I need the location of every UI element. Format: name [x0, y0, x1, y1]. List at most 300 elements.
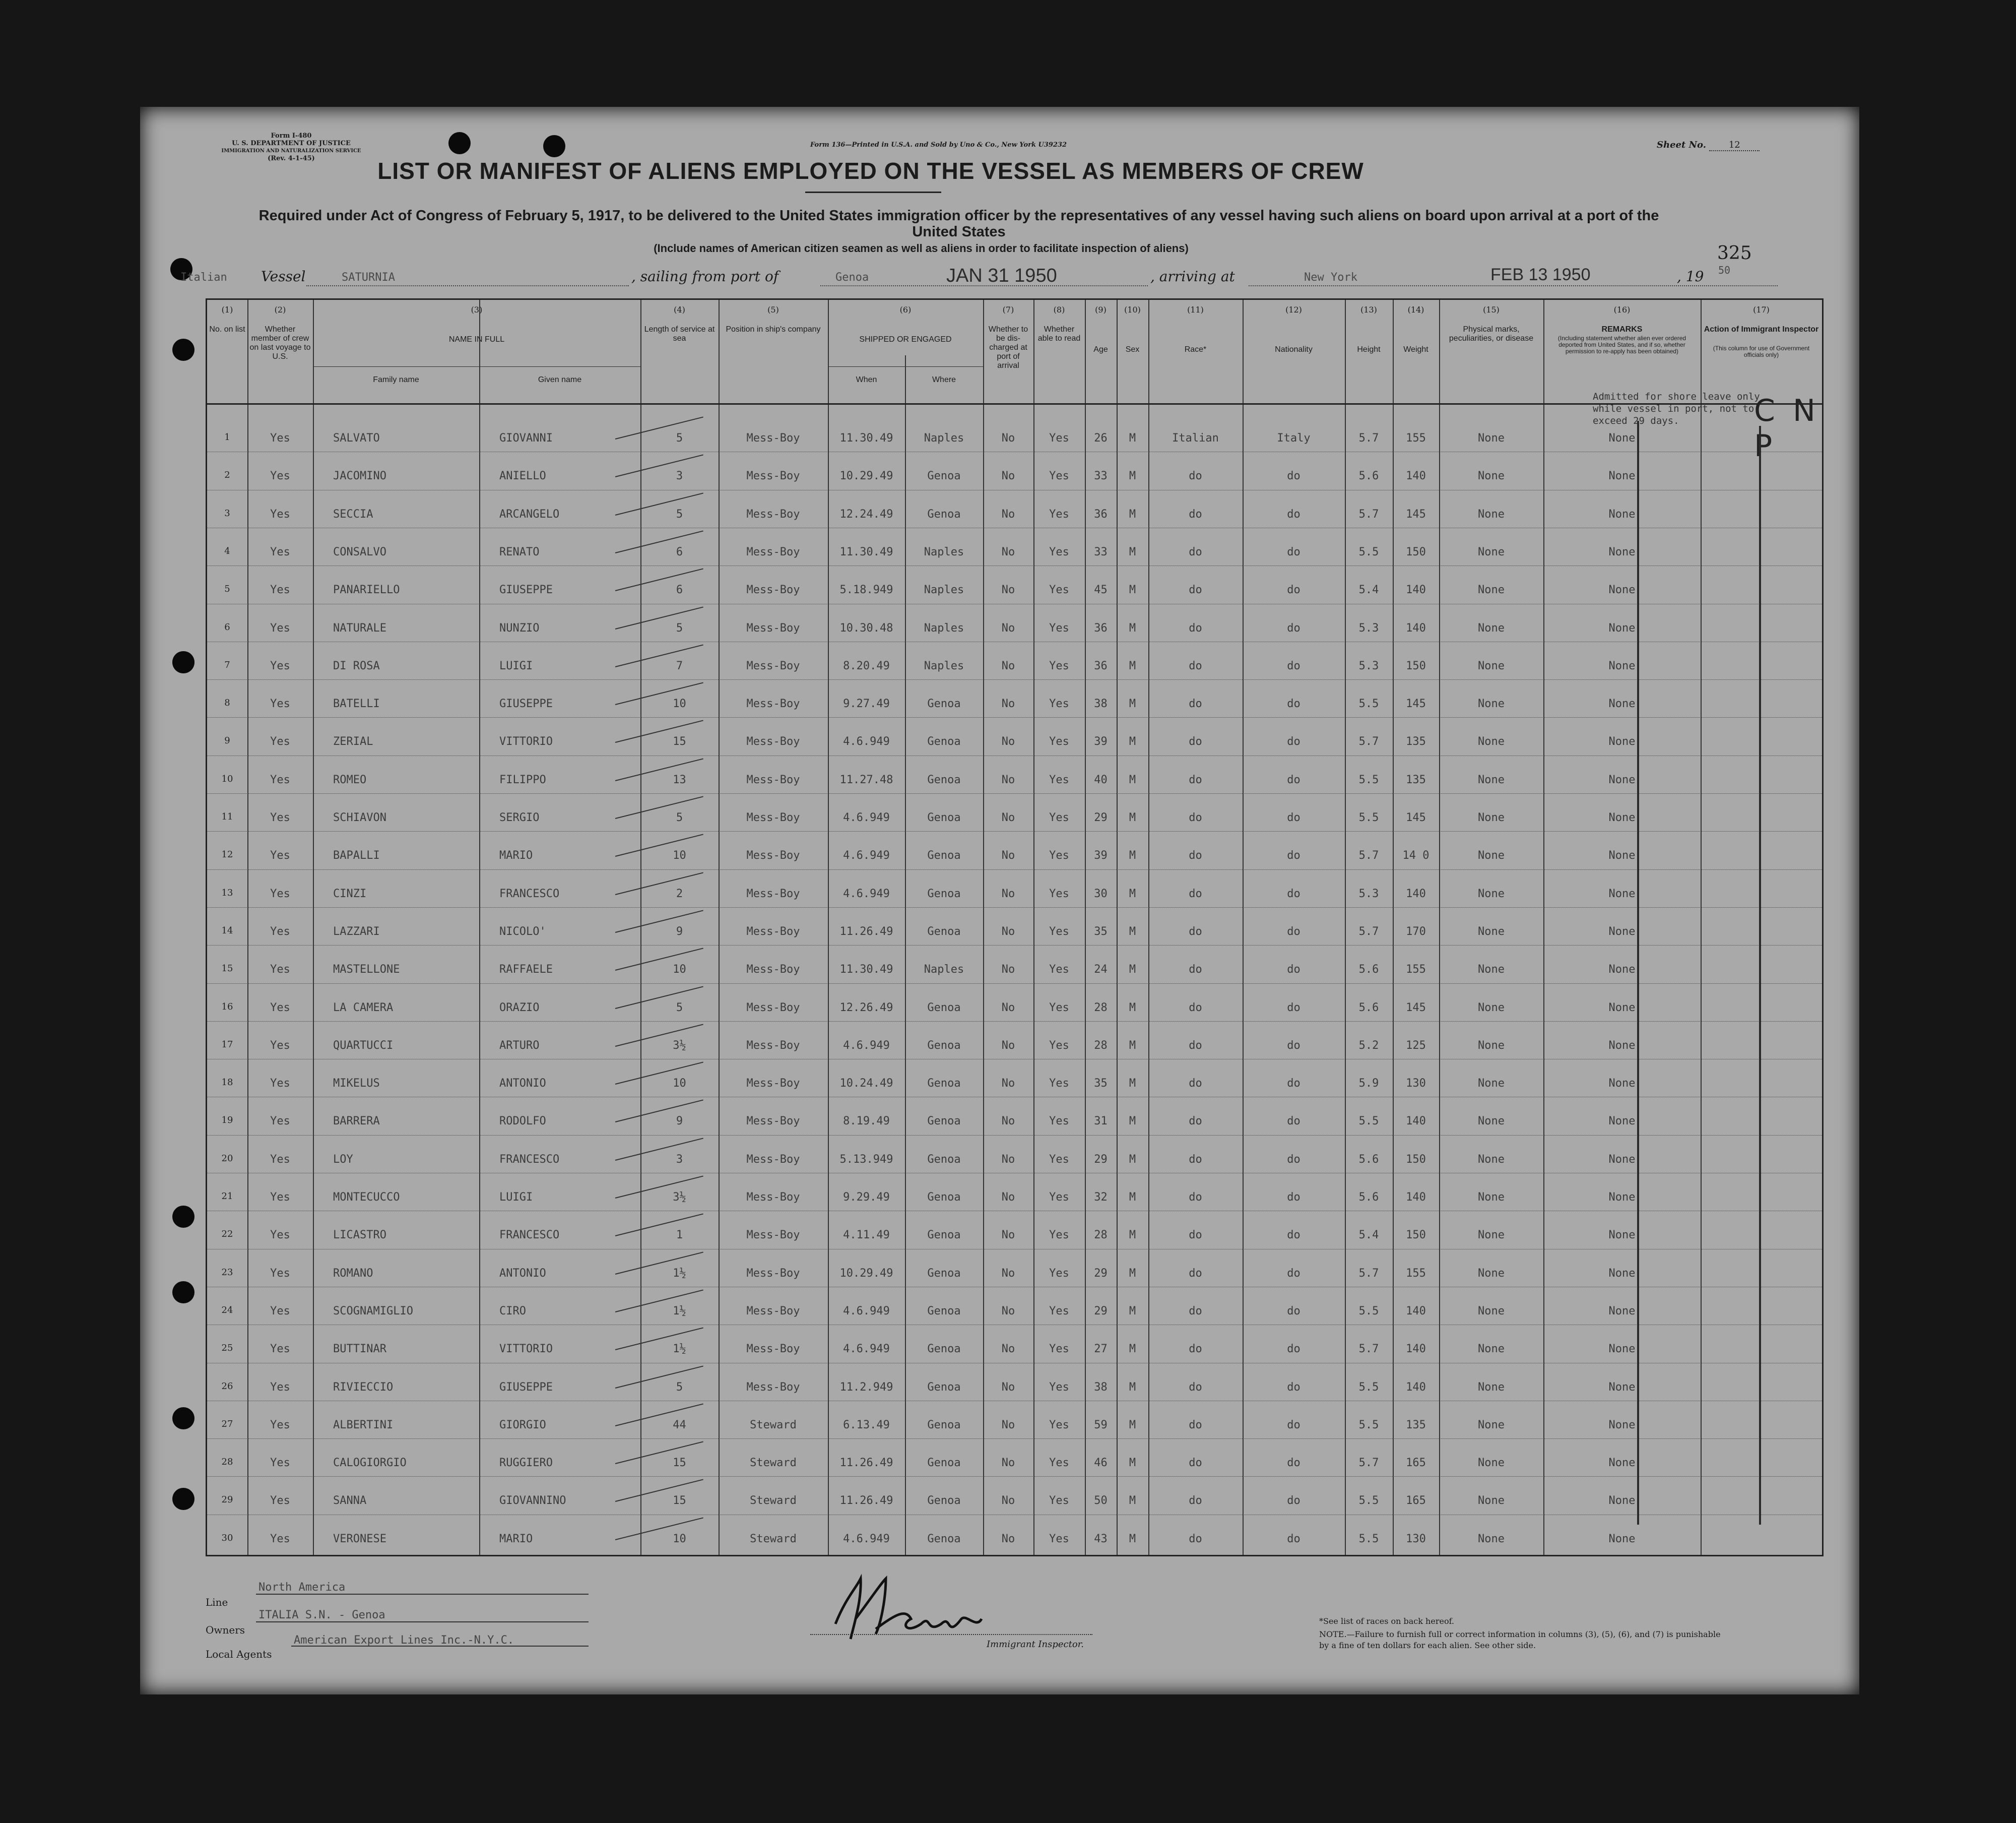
cell-read: Yes	[1049, 1494, 1069, 1507]
cell-race: do	[1189, 1153, 1202, 1166]
cell-height: 5.3	[1358, 887, 1379, 900]
cell-service: 15	[673, 735, 686, 748]
cell-height: 5.7	[1358, 849, 1379, 862]
cell-position: Mess-Boy	[746, 621, 800, 635]
col-race-number: (11)	[1187, 305, 1204, 315]
cell-no: 21	[221, 1191, 233, 1202]
cell-remarks: None	[1608, 849, 1636, 862]
cell-disch: No	[1001, 1343, 1015, 1356]
cell-age: 35	[1094, 1077, 1108, 1090]
cell-height: 5.6	[1358, 1001, 1379, 1014]
cell-weight: 130	[1406, 1077, 1426, 1090]
cell-given: ARTURO	[499, 1039, 540, 1052]
crew-table	[206, 298, 1824, 1556]
cell-marks: None	[1478, 887, 1505, 900]
cell-weight: 140	[1406, 584, 1426, 597]
cell-read: Yes	[1049, 659, 1069, 672]
cell-remarks: None	[1608, 1191, 1636, 1204]
cell-position: Mess-Boy	[746, 508, 800, 521]
cell-service: 10	[673, 698, 686, 711]
punch-hole	[172, 339, 194, 361]
col-weight-number: (14)	[1407, 305, 1424, 315]
col-height-label: Height	[1357, 345, 1381, 354]
cell-family: BATELLI	[333, 698, 380, 711]
cell-no: 4	[224, 545, 230, 556]
cell-read: Yes	[1049, 1039, 1069, 1052]
cell-given: LUIGI	[499, 659, 533, 672]
punch-hole	[172, 1281, 194, 1303]
cell-given: NUNZIO	[499, 621, 540, 635]
cell-nat: do	[1287, 698, 1300, 711]
cell-position: Mess-Boy	[746, 698, 800, 711]
col-position-label: Position in ship's company	[726, 325, 821, 334]
owners-label: Owners	[206, 1624, 245, 1636]
cell-given: RODOLFO	[499, 1115, 546, 1128]
cell-last: Yes	[270, 659, 290, 672]
cell-given: FILIPPO	[499, 773, 546, 786]
cell-where: Genoa	[927, 698, 961, 711]
owners-rule	[256, 1621, 589, 1622]
col-marks-number: (15)	[1483, 305, 1500, 315]
col-service-label: Length of service at sea	[644, 325, 715, 343]
given-name-label: Given name	[538, 375, 582, 384]
cell-weight: 140	[1406, 887, 1426, 900]
cell-nat: do	[1287, 1115, 1300, 1128]
cell-height: 5.3	[1358, 621, 1379, 635]
cell-last: Yes	[270, 849, 290, 862]
cell-when: 10.29.49	[839, 1267, 893, 1280]
cell-height: 5.7	[1358, 1267, 1379, 1280]
table-row	[207, 1289, 1822, 1327]
cell-height: 5.3	[1358, 659, 1379, 672]
cell-given: FRANCESCO	[499, 1153, 560, 1166]
cell-position: Mess-Boy	[746, 1267, 800, 1280]
cell-position: Mess-Boy	[746, 470, 800, 483]
cell-when: 11.30.49	[839, 963, 893, 976]
cell-read: Yes	[1049, 1457, 1069, 1470]
col-name-label: NAME IN FULL	[448, 335, 505, 344]
cell-given: FRANCESCO	[499, 1229, 560, 1242]
cell-family: QUARTUCCI	[333, 1039, 394, 1052]
cell-marks: None	[1478, 1153, 1505, 1166]
cell-where: Naples	[924, 963, 964, 976]
cell-position: Mess-Boy	[746, 1304, 800, 1317]
cell-when: 11.30.49	[839, 432, 893, 445]
col-sex-label: Sex	[1125, 345, 1140, 354]
cell-read: Yes	[1049, 1304, 1069, 1317]
cell-marks: None	[1478, 698, 1505, 711]
cell-given: ARCANGELO	[499, 508, 560, 521]
cell-weight: 140	[1406, 1343, 1426, 1356]
cell-no: 24	[221, 1304, 233, 1315]
cell-given: GIUSEPPE	[499, 584, 553, 597]
cell-last: Yes	[270, 508, 290, 521]
cell-weight: 150	[1406, 659, 1426, 672]
cell-position: Mess-Boy	[746, 1191, 800, 1204]
cell-nat: do	[1287, 1077, 1300, 1090]
cell-read: Yes	[1049, 1229, 1069, 1242]
cell-no: 10	[221, 773, 233, 784]
col-sex-number: (10)	[1124, 305, 1141, 315]
cell-last: Yes	[270, 545, 290, 558]
cell-remarks: None	[1608, 1532, 1636, 1545]
cell-position: Steward	[750, 1418, 797, 1431]
cell-remarks: None	[1608, 887, 1636, 900]
cell-position: Mess-Boy	[746, 849, 800, 862]
cell-no: 2	[224, 470, 230, 481]
col-discharged-number: (7)	[1002, 305, 1014, 315]
cell-sex: M	[1129, 1343, 1136, 1356]
header-rule	[207, 403, 1822, 405]
cell-nat: do	[1287, 584, 1300, 597]
cell-no: 19	[221, 1115, 233, 1126]
cell-last: Yes	[270, 887, 290, 900]
table-row	[207, 1061, 1822, 1099]
cell-when: 10.30.48	[839, 621, 893, 635]
cell-height: 5.5	[1358, 1418, 1379, 1431]
cell-weight: 155	[1406, 432, 1426, 445]
cell-marks: None	[1478, 545, 1505, 558]
cell-when: 11.27.48	[839, 773, 893, 786]
cell-service: 10	[673, 849, 686, 862]
remarks-pen-line	[1637, 421, 1639, 1525]
cell-weight: 140	[1406, 1191, 1426, 1204]
cell-read: Yes	[1049, 735, 1069, 748]
cell-race: do	[1189, 1001, 1202, 1014]
cell-position: Mess-Boy	[746, 925, 800, 938]
cell-read: Yes	[1049, 1267, 1069, 1280]
cell-nat: do	[1287, 1343, 1300, 1356]
cell-weight: 14 0	[1402, 849, 1429, 862]
subtitle: Required under Act of Congress of February 5, 1917, to be delivered to the United States immigration officer by the representatives of any vessel having such aliens on board upon arrival at a port of the United States	[258, 208, 1659, 240]
cell-service: 44	[673, 1418, 686, 1431]
cell-read: Yes	[1049, 584, 1069, 597]
table-row	[207, 758, 1822, 795]
cell-sex: M	[1129, 470, 1136, 483]
cell-position: Mess-Boy	[746, 545, 800, 558]
cell-when: 6.13.49	[843, 1418, 890, 1431]
cell-service: 5	[676, 811, 683, 824]
cell-where: Genoa	[927, 1153, 961, 1166]
cell-height: 5.5	[1358, 1532, 1379, 1545]
vessel-nationality: Italian	[180, 271, 227, 284]
cell-where: Genoa	[927, 1039, 961, 1052]
cell-race: do	[1189, 735, 1202, 748]
col-marks-label: Physical marks, peculiarities, or disease	[1449, 325, 1534, 343]
table-row	[207, 1137, 1822, 1175]
punch-hole	[543, 135, 565, 157]
cell-sex: M	[1129, 659, 1136, 672]
remark-note-line: while vessel in port, not to	[1593, 403, 1754, 414]
cell-family: SCOGNAMIGLIO	[333, 1304, 413, 1317]
cell-given: SERGIO	[499, 811, 540, 824]
cell-read: Yes	[1049, 963, 1069, 976]
table-row	[207, 1175, 1822, 1213]
page-title: LIST OR MANIFEST OF ALIENS EMPLOYED ON THE VESSEL AS MEMBERS OF CREW	[377, 158, 1364, 184]
cell-race: do	[1189, 698, 1202, 711]
cell-height: 5.5	[1358, 773, 1379, 786]
col-remarks-sublabel: (Including statement whether alien ever ordered deported from United States, and if so, whether permission to re-apply has been obtained)	[1557, 335, 1686, 355]
cell-disch: No	[1001, 1229, 1015, 1242]
cell-age: 29	[1094, 1304, 1108, 1317]
cell-given: RAFFAELE	[499, 963, 553, 976]
cell-race: do	[1189, 1229, 1202, 1242]
cell-remarks: None	[1608, 508, 1636, 521]
cell-nat: do	[1287, 887, 1300, 900]
cell-height: 5.6	[1358, 470, 1379, 483]
cell-marks: None	[1478, 1267, 1505, 1280]
cell-disch: No	[1001, 1267, 1015, 1280]
cell-last: Yes	[270, 1380, 290, 1394]
cell-weight: 155	[1406, 1267, 1426, 1280]
cell-where: Naples	[924, 621, 964, 635]
cell-age: 59	[1094, 1418, 1108, 1431]
cell-nat: do	[1287, 925, 1300, 938]
family-name-label: Family name	[373, 375, 419, 384]
cell-disch: No	[1001, 1418, 1015, 1431]
cell-age: 36	[1094, 621, 1108, 635]
cell-remarks: None	[1608, 698, 1636, 711]
cell-family: PANARIELLO	[333, 584, 400, 597]
cell-race: do	[1189, 621, 1202, 635]
col-shipped-label: SHIPPED OR ENGAGED	[859, 335, 952, 344]
cell-family: ZERIAL	[333, 735, 373, 748]
cell-where: Genoa	[927, 1304, 961, 1317]
cell-marks: None	[1478, 1229, 1505, 1242]
cell-family: CONSALVO	[333, 545, 386, 558]
sheet-number: 12	[1709, 140, 1760, 151]
cell-no: 17	[221, 1039, 233, 1050]
col-height-number: (13)	[1360, 305, 1377, 315]
arriving-label: , arriving at	[1150, 268, 1235, 285]
cell-family: NATURALE	[333, 621, 386, 635]
cell-remarks: None	[1608, 811, 1636, 824]
cell-last: Yes	[270, 963, 290, 976]
cell-marks: None	[1478, 1001, 1505, 1014]
cell-age: 38	[1094, 1380, 1108, 1394]
cell-sex: M	[1129, 849, 1136, 862]
cell-age: 27	[1094, 1343, 1108, 1356]
cell-where: Naples	[924, 545, 964, 558]
cell-where: Genoa	[927, 1418, 961, 1431]
cell-last: Yes	[270, 811, 290, 824]
cell-age: 50	[1094, 1494, 1108, 1507]
table-row	[207, 1213, 1822, 1250]
cell-position: Mess-Boy	[746, 1343, 800, 1356]
cell-position: Mess-Boy	[746, 811, 800, 824]
cell-remarks: None	[1608, 545, 1636, 558]
page-number: 325	[1717, 243, 1752, 264]
cell-remarks: None	[1608, 735, 1636, 748]
cell-family: DI ROSA	[333, 659, 380, 672]
cell-marks: None	[1478, 470, 1505, 483]
cell-given: ANTONIO	[499, 1267, 546, 1280]
cell-where: Genoa	[927, 1457, 961, 1470]
cell-race: do	[1189, 1532, 1202, 1545]
cell-read: Yes	[1049, 470, 1069, 483]
cell-disch: No	[1001, 1494, 1015, 1507]
cell-nat: do	[1287, 621, 1300, 635]
cell-height: 5.5	[1358, 1304, 1379, 1317]
cell-nat: do	[1287, 735, 1300, 748]
cell-family: LA CAMERA	[333, 1001, 394, 1014]
cell-nat: do	[1287, 1380, 1300, 1394]
cell-when: 11.26.49	[839, 1494, 893, 1507]
line-label: Line	[206, 1596, 228, 1608]
cell-remarks: None	[1608, 1457, 1636, 1470]
cell-race: do	[1189, 1115, 1202, 1128]
cell-where: Genoa	[927, 470, 961, 483]
cell-weight: 140	[1406, 621, 1426, 635]
cell-marks: None	[1478, 925, 1505, 938]
cell-age: 43	[1094, 1532, 1108, 1545]
cell-nat: do	[1287, 773, 1300, 786]
col-age-number: (9)	[1095, 305, 1107, 315]
cell-nat: do	[1287, 1457, 1300, 1470]
cell-marks: None	[1478, 811, 1505, 824]
table-row	[207, 530, 1822, 568]
cell-position: Mess-Boy	[746, 1380, 800, 1394]
cell-nat: do	[1287, 470, 1300, 483]
cell-nat: do	[1287, 1153, 1300, 1166]
cell-when: 8.20.49	[843, 659, 890, 672]
col-age-label: Age	[1093, 345, 1108, 354]
cell-service: 5	[676, 1380, 683, 1394]
cell-last: Yes	[270, 1304, 290, 1317]
cell-service: 10	[673, 1077, 686, 1090]
cell-weight: 165	[1406, 1457, 1426, 1470]
cell-marks: None	[1478, 1077, 1505, 1090]
cell-service: 7	[676, 659, 683, 672]
table-row	[207, 681, 1822, 719]
cell-nat: do	[1287, 1304, 1300, 1317]
cell-height: 5.6	[1358, 1191, 1379, 1204]
cell-last: Yes	[270, 1191, 290, 1204]
cell-age: 33	[1094, 545, 1108, 558]
cell-disch: No	[1001, 1153, 1015, 1166]
cell-when: 9.27.49	[843, 698, 890, 711]
cell-position: Mess-Boy	[746, 773, 800, 786]
cell-when: 11.26.49	[839, 925, 893, 938]
cell-race: do	[1189, 773, 1202, 786]
cell-read: Yes	[1049, 887, 1069, 900]
cell-no: 6	[224, 621, 230, 633]
cell-when: 4.6.949	[843, 887, 890, 900]
cell-read: Yes	[1049, 1343, 1069, 1356]
inspector-mark: C N P	[1754, 393, 1819, 464]
cell-read: Yes	[1049, 432, 1069, 445]
cell-age: 31	[1094, 1115, 1108, 1128]
cell-marks: None	[1478, 1532, 1505, 1545]
cell-given: LUIGI	[499, 1191, 533, 1204]
printer-note: Form 136—Printed in U.S.A. and Sold by Uno & Co., New York U39232	[810, 141, 1067, 149]
cell-remarks: None	[1608, 1115, 1636, 1128]
col-weight-label: Weight	[1403, 345, 1428, 354]
cell-sex: M	[1129, 1001, 1136, 1014]
cell-nat: do	[1287, 545, 1300, 558]
cell-remarks: None	[1608, 1267, 1636, 1280]
cell-service: 1	[676, 1229, 683, 1242]
cell-marks: None	[1478, 432, 1505, 445]
cell-nat: do	[1287, 963, 1300, 976]
cell-position: Mess-Boy	[746, 1001, 800, 1014]
cell-family: SECCIA	[333, 508, 373, 521]
cell-age: 45	[1094, 584, 1108, 597]
cell-no: 1	[224, 432, 230, 443]
cell-sex: M	[1129, 1304, 1136, 1317]
cell-marks: None	[1478, 849, 1505, 862]
cell-remarks: None	[1608, 1229, 1636, 1242]
cell-last: Yes	[270, 1039, 290, 1052]
cell-last: Yes	[270, 1153, 290, 1166]
cell-read: Yes	[1049, 925, 1069, 938]
cell-family: ROMANO	[333, 1267, 373, 1280]
cell-sex: M	[1129, 1153, 1136, 1166]
cell-last: Yes	[270, 698, 290, 711]
cell-disch: No	[1001, 1115, 1015, 1128]
cell-position: Mess-Boy	[746, 1115, 800, 1128]
cell-where: Genoa	[927, 1343, 961, 1356]
punch-hole	[172, 1488, 194, 1510]
cell-when: 4.6.949	[843, 735, 890, 748]
cell-nat: do	[1287, 1267, 1300, 1280]
cell-last: Yes	[270, 621, 290, 635]
cell-position: Mess-Boy	[746, 963, 800, 976]
cell-disch: No	[1001, 698, 1015, 711]
cell-disch: No	[1001, 963, 1015, 976]
cell-where: Genoa	[927, 735, 961, 748]
cell-no: 11	[221, 811, 233, 822]
cell-disch: No	[1001, 1039, 1015, 1052]
cell-disch: No	[1001, 773, 1015, 786]
cell-remarks: None	[1608, 773, 1636, 786]
cell-race: do	[1189, 849, 1202, 862]
cell-when: 4.6.949	[843, 1532, 890, 1545]
when-label: When	[856, 375, 877, 384]
cell-family: LAZZARI	[333, 925, 380, 938]
cell-last: Yes	[270, 1457, 290, 1470]
cell-when: 5.13.949	[839, 1153, 893, 1166]
cell-service: 1½	[673, 1304, 686, 1317]
cell-given: MARIO	[499, 1532, 533, 1545]
cell-height: 5.2	[1358, 1039, 1379, 1052]
cell-height: 5.4	[1358, 584, 1379, 597]
cell-position: Mess-Boy	[746, 659, 800, 672]
cell-when: 11.26.49	[839, 1457, 893, 1470]
cell-age: 29	[1094, 811, 1108, 824]
cell-disch: No	[1001, 1380, 1015, 1394]
table-row	[207, 1251, 1822, 1289]
cell-read: Yes	[1049, 1380, 1069, 1394]
cell-age: 28	[1094, 1229, 1108, 1242]
cell-where: Naples	[924, 584, 964, 597]
cell-service: 13	[673, 773, 686, 786]
cell-where: Naples	[924, 659, 964, 672]
cell-family: BARRERA	[333, 1115, 380, 1128]
cell-sex: M	[1129, 1191, 1136, 1204]
cell-marks: None	[1478, 1304, 1505, 1317]
cell-when: 4.6.949	[843, 1343, 890, 1356]
cell-nat: do	[1287, 508, 1300, 521]
cell-service: 1½	[673, 1343, 686, 1356]
cell-marks: None	[1478, 1191, 1505, 1204]
cell-service: 1½	[673, 1267, 686, 1280]
cell-age: 29	[1094, 1267, 1108, 1280]
cell-weight: 145	[1406, 698, 1426, 711]
cell-given: GIUSEPPE	[499, 1380, 553, 1394]
cell-given: ANTONIO	[499, 1077, 546, 1090]
line-value: North America	[258, 1581, 346, 1594]
